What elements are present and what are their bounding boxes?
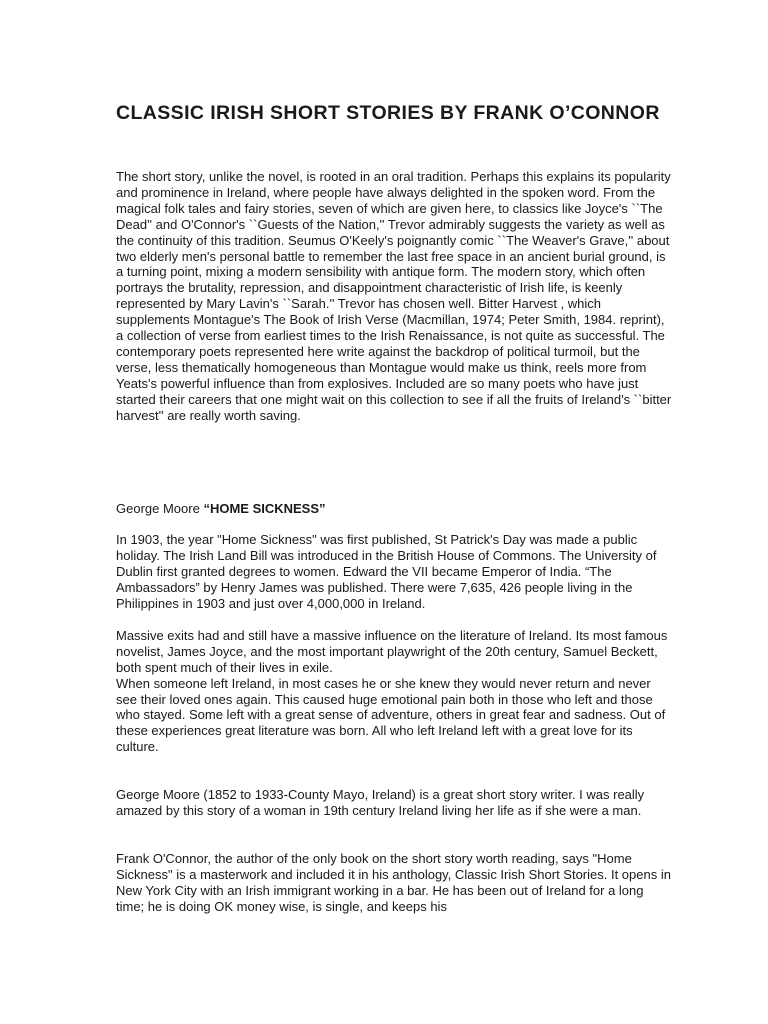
document-page xyxy=(116,102,672,915)
paragraph-george-moore: George Moore (1852 to 1933-County Mayo, Ireland) is a great short story writer. I was really amazed by this story of a woman in 19th century Ireland living her life as if she were a man. xyxy=(116,787,645,819)
story-heading xyxy=(116,501,672,517)
paragraph-1903: In 1903, the year "Home Sickness" was first published, St Patrick's Day was made a public holiday. The Irish Land Bill was introduced in the British House of Commons. The University of Dublin first granted degrees to women. Edward the VII became Emperor of India. “The Ambassadors” by Henry James was published. There were 7,635, 426 people living in the Philippines in 1903 and just over 4,000,000 in Ireland. xyxy=(116,532,657,612)
paragraph-frank-oconnor: Frank O'Connor, the author of the only book on the short story worth reading, says "Home Sickness" is a masterwork and included it in his anthology, Classic Irish Short Stories. It opens in New York City with an Irish immigrant working in a bar. He has been out of Ireland for a long time; he is doing OK money wise, is single, and keeps his xyxy=(116,851,671,914)
story-author: George Moore xyxy=(116,500,200,516)
paragraph-exits: Massive exits had and still have a massive influence on the literature of Ireland. Its most famous novelist, James Joyce, and the most important playwright of the 20th century, Samuel Beckett, both spent much of their lives in exile. xyxy=(116,627,668,675)
paragraph-leaving-ireland: When someone left Ireland, in most cases he or she knew they would never return and never see their loved ones again. This caused huge emotional pain both in those who left and those who stayed. Some left with a great sense of adventure, others in great fear and sadness. Out of these experiences great literature was born. All who left Ireland left with a great love for its culture. xyxy=(116,675,666,755)
document-title: CLASSIC IRISH SHORT STORIES BY FRANK O’CONNOR xyxy=(116,102,660,124)
intro-paragraph: The short story, unlike the novel, is rooted in an oral tradition. Perhaps this explains its popularity and prominence in Ireland, where people have always delighted in the spoken word. From the magical folk tales and fairy stories, seven of which are given here, to classics like Joyce's ``The Dead'' and O'Connor's ``Guests of the Nation,'' Trevor admirably suggests the variety as well as the continuity of this tradition. Seumus O'Keely's poignantly comic ``The Weaver's Grave,'' about two elderly men's personal battle to remember the last free space in an ancient burial ground, is a turning point, mixing a modern sensibility with antique form. The modern story, which often portrays the brutality, repression, and disappointment characteristic of Irish life, is keenly represented by Mary Lavin's ``Sarah.'' Trevor has chosen well. Bitter Harvest , which supplements Montague's The Book of Irish Verse (Macmillan, 1974; Peter Smith, 1984. reprint), a collection of verse from earliest times to the Irish Renaissance, is not quite as successful. The contemporary poets represented here write against the backdrop of political turmoil, but the verse, less thematically homogeneous than Montague would make us think, reels more from Yeats's powerful influence than from explosives. Included are so many poets who have just started their careers that one might wait on this collection to see if all the fruits of Ireland's ``bitter harvest'' are really worth saving. xyxy=(116,169,672,423)
story-title: “HOME SICKNESS” xyxy=(203,500,326,516)
